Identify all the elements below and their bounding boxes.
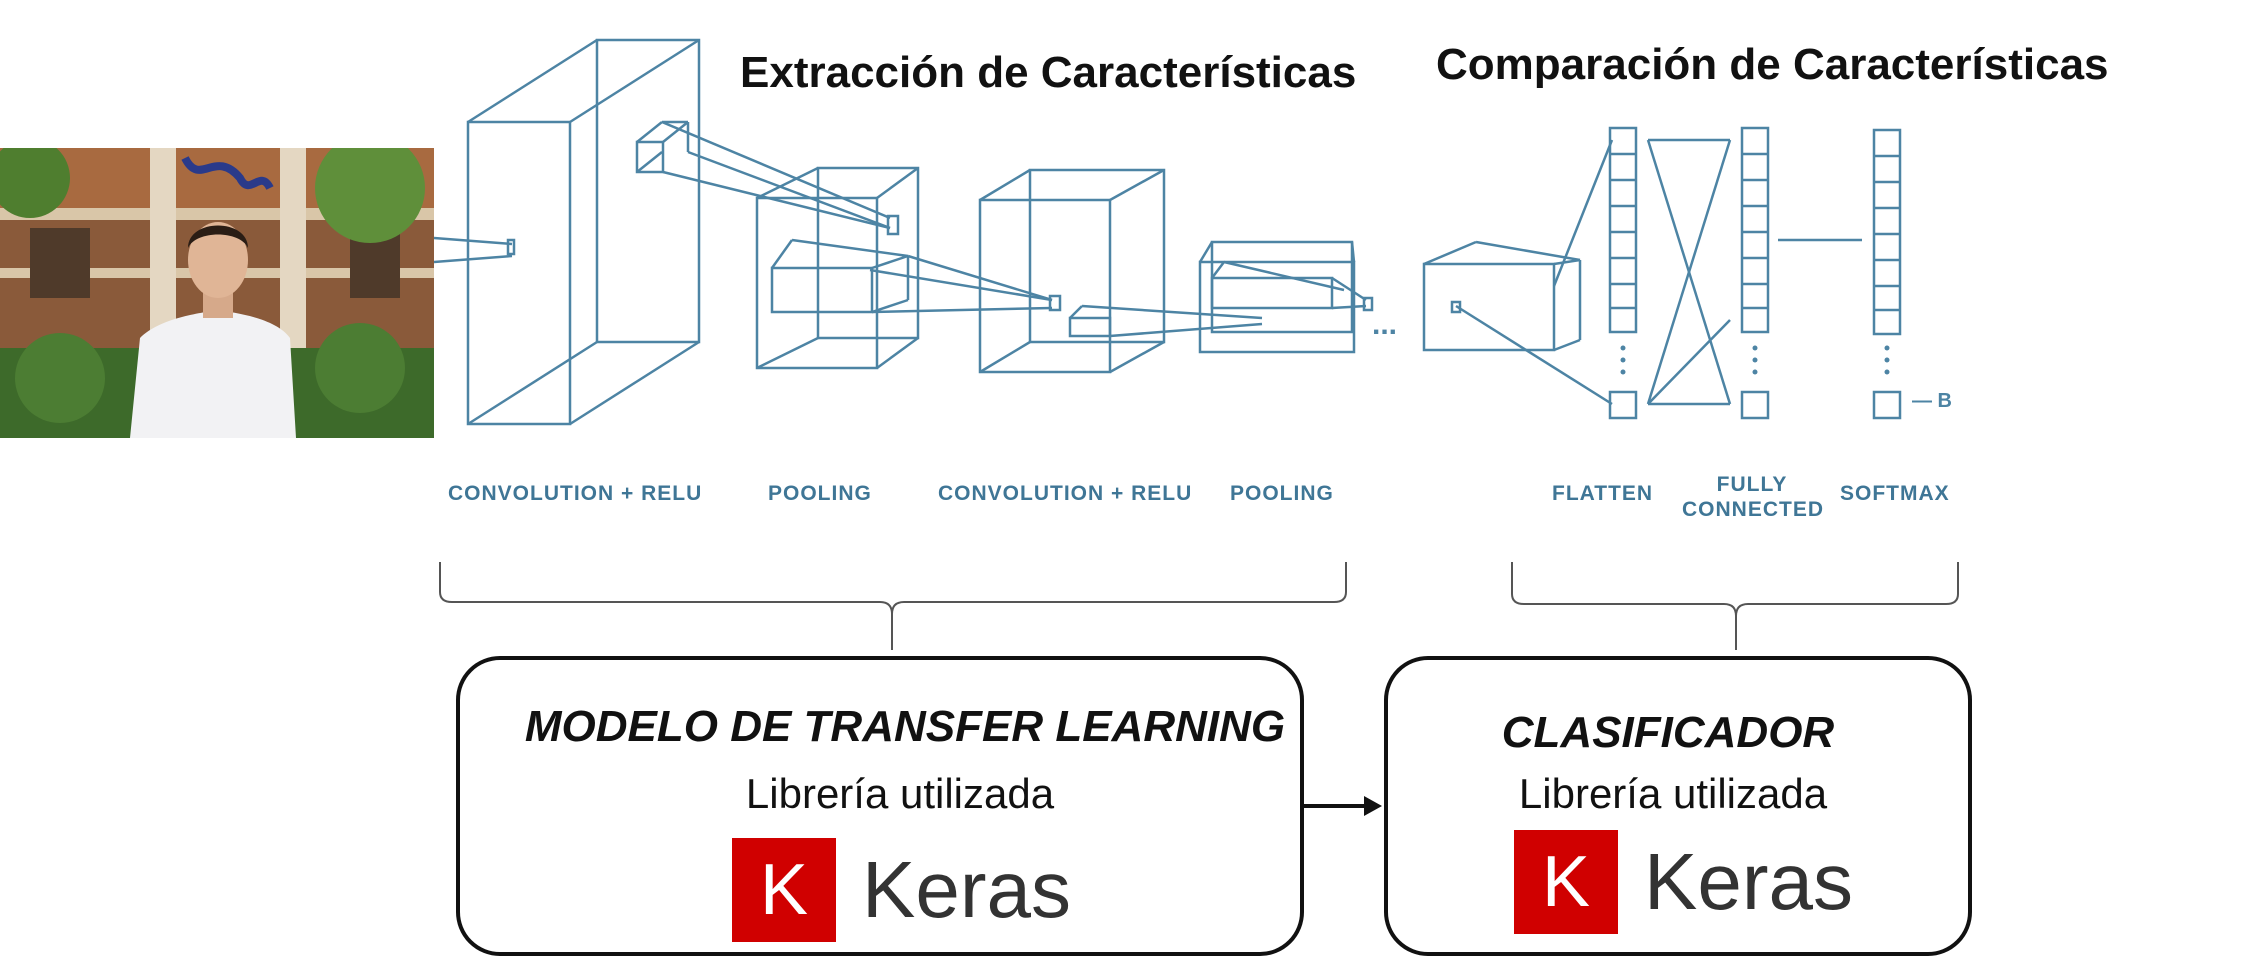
conv2-volume <box>980 170 1262 372</box>
extraction-brace <box>440 562 1346 650</box>
final-feature-volume <box>1424 140 1612 404</box>
keras-k-icon: K <box>1514 830 1618 934</box>
bias-marker: — B <box>1912 390 1952 412</box>
classifier-keras-logo <box>1514 830 1853 934</box>
softmax-column <box>1874 130 1900 418</box>
keras-k-icon: K <box>732 838 836 942</box>
comparison-title: Comparación de Características <box>1436 40 2109 89</box>
comparison-brace <box>1512 562 1958 650</box>
pool2-label: POOLING <box>1230 482 1334 505</box>
flow-arrow <box>1304 796 1382 816</box>
ellipsis-label: ... <box>1372 308 1398 341</box>
keras-wordmark: Keras <box>1644 837 1853 926</box>
transfer-learning-subtitle: Librería utilizada <box>745 770 1055 817</box>
conv1-kernel <box>637 122 898 234</box>
braces <box>440 562 1958 650</box>
softmax-label: SOFTMAX <box>1840 482 1950 505</box>
extraction-title: Extracción de Características <box>740 48 1357 97</box>
conv1-volume <box>468 40 699 424</box>
transfer-learning-title: MODELO DE TRANSFER LEARNING <box>524 702 1286 751</box>
classifier-subtitle: Librería utilizada <box>1518 770 1828 817</box>
fc-connections <box>1648 140 1730 404</box>
conv2-label: CONVOLUTION + RELU <box>938 482 1193 505</box>
classifier-title: CLASIFICADOR <box>1501 708 1835 757</box>
transfer-keras-logo <box>732 838 1071 942</box>
keras-wordmark: Keras <box>862 845 1071 934</box>
fully-connected-label: FULLY CONNECTED <box>1682 473 1825 521</box>
conv1-label: CONVOLUTION + RELU <box>448 482 703 505</box>
pool2-volume <box>1200 242 1372 352</box>
pool1-label: POOLING <box>768 482 872 505</box>
input-rays <box>434 238 514 262</box>
classifier-box <box>1384 656 1972 956</box>
pool1-volume <box>757 168 1060 368</box>
transfer-learning-box <box>456 656 1304 956</box>
flatten-label: FLATTEN <box>1552 482 1654 505</box>
